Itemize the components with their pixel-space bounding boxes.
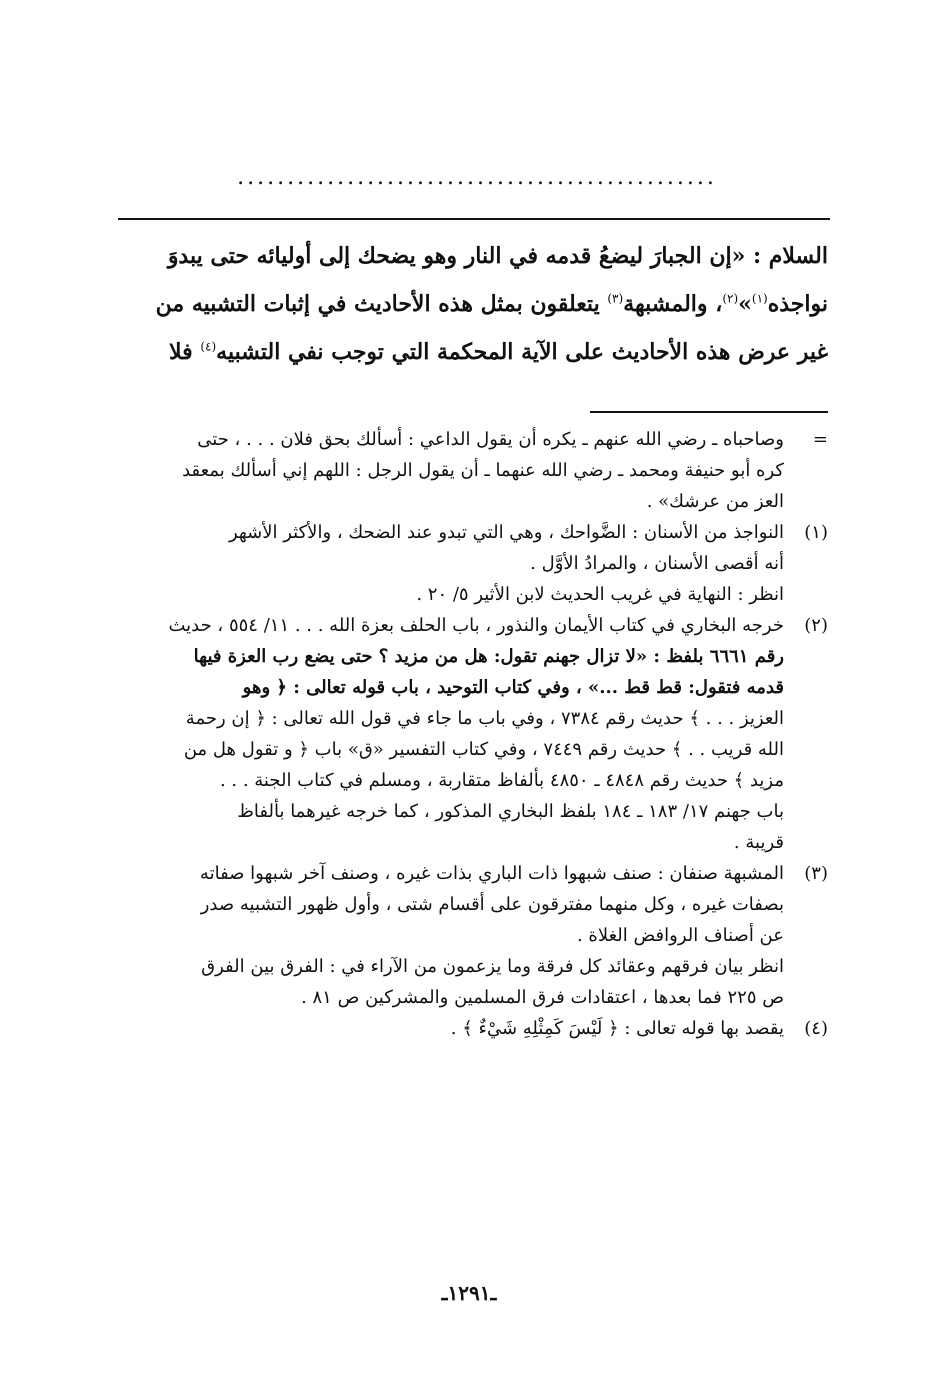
footnote-line: انظر : النهاية في غريب الحديث لابن الأثير ٥/ ٢٠ . xyxy=(416,584,784,605)
footnote-line: أنه أقصى الأسنان ، والمرادُ الأوَّل . xyxy=(530,553,784,574)
footnote-line: قريبة . xyxy=(733,832,784,853)
footnote-3 xyxy=(116,858,828,1013)
footnote-number: (٤) xyxy=(804,1018,828,1039)
footnote-rule xyxy=(590,411,828,413)
footnote-line: كره أبو حنيفة ومحمد ـ رضي الله عنهما ـ أن يقول الرجل : اللهم إني أسألك بمعقد xyxy=(182,460,784,481)
footnote-continuation xyxy=(116,424,828,517)
top-rule xyxy=(118,218,830,220)
footnote-number: (٣) xyxy=(804,863,828,884)
footnote-line: يقصد بها قوله تعالى : ﴿ لَيْسَ كَمِثْلِهِ شَيْءٌ ﴾ . xyxy=(450,1018,784,1039)
main-line-1: السلام : «إن الجبارَ ليضعُ قدمه في النار وهو يضحك إلى أوليائه حتى يبدوَ xyxy=(167,243,828,269)
footnote-number: (١) xyxy=(804,522,828,543)
footnote-ref-2[interactable]: (٢) xyxy=(722,291,739,306)
main-line-3 xyxy=(116,328,828,376)
footnote-2 xyxy=(116,610,828,858)
footnote-line: العز من عرشك» . xyxy=(646,491,784,512)
footnote-line: انظر بيان فرقهم وعقائد كل فرقة وما يزعمون من الآراء في : الفرق بين الفرق xyxy=(201,956,784,977)
separator-dots: ................................................ xyxy=(237,166,717,190)
footnote-ref-3[interactable]: (٣) xyxy=(607,291,624,306)
footnote-line: خرجه البخاري في كتاب الأيمان والنذور ، باب الحلف بعزة الله . . . ١١/ ٥٥٤ ، حديث xyxy=(168,615,784,636)
main-line-3-part-2: فلا xyxy=(169,339,201,365)
page-number: ـ١٢٩١ـ xyxy=(441,1281,497,1305)
footnote-line: مزيد ﴾ حديث رقم ٤٨٤٨ ـ ٤٨٥٠ بألفاظ متقاربة ، ومسلم في كتاب الجنة . . . xyxy=(219,770,784,791)
footnote-line: باب جهنم ١٧/ ١٨٣ ـ ١٨٤ بلفظ البخاري المذكور ، كما خرجه غيرهما بألفاظ xyxy=(237,801,784,822)
main-line-2 xyxy=(116,280,828,328)
main-line-2-part-2: » xyxy=(738,291,752,317)
footnote-number: (٢) xyxy=(804,615,828,636)
footnote-1 xyxy=(116,517,828,610)
footnote-line: قدمه فتقول: قط قط ...» ، وفي كتاب التوحيد ، باب قوله تعالى : ﴿ وهو xyxy=(242,677,784,698)
main-line-2-part-1: نواجذه xyxy=(767,291,828,317)
footnote-line: ص ٢٢٥ فما بعدها ، اعتقادات فرق المسلمين والمشركين ص ٨١ . xyxy=(301,987,784,1008)
footnote-line: العزيز . . . ﴾ حديث رقم ٧٣٨٤ ، وفي باب ما جاء في قول الله تعالى : ﴿ إن رحمة xyxy=(185,708,784,729)
footnote-line: المشبهة صنفان : صنف شبهوا ذات الباري بذات غيره ، وصنف آخر شبهوا صفاته xyxy=(199,863,784,884)
main-line-2-part-3: ، والمشبهة xyxy=(623,291,723,317)
continuation-marker: = xyxy=(812,429,828,450)
footnote-4 xyxy=(116,1013,828,1044)
footnotes xyxy=(116,424,828,1044)
main-line-3-part-1: غير عرض هذه الأحاديث على الآية المحكمة التي توجب نفي التشبيه xyxy=(216,339,828,365)
main-line-2-part-4: يتعلقون بمثل هذه الأحاديث في إثبات التشبيه من xyxy=(155,291,608,317)
footnote-line: الله قريب . . ﴾ حديث رقم ٧٤٤٩ ، وفي كتاب التفسير «ق» باب ﴿ و تقول هل من xyxy=(183,739,784,760)
footnote-ref-1[interactable]: (١) xyxy=(751,291,768,306)
main-text xyxy=(116,232,828,376)
footnote-line: بصفات غيره ، وكل منهما مفترقون على أقسام شتى ، وأول ظهور التشبيه صدر xyxy=(200,894,784,915)
footnote-ref-4[interactable]: (٤) xyxy=(200,339,217,354)
footnote-line: النواجذ من الأسنان : الضَّواحك ، وهي التي تبدو عند الضحك ، والأكثر الأشهر xyxy=(228,522,784,543)
footnote-line: عن أصناف الروافض الغلاة . xyxy=(576,925,784,946)
footnote-line: رقم ٦٦٦١ بلفظ : «لا تزال جهنم تقول: هل من مزيد ؟ حتى يضع رب العزة فيها xyxy=(193,646,784,667)
footnote-line: وصاحباه ـ رضي الله عنهم ـ يكره أن يقول الداعي : أسألك بحق فلان . . . ، حتى xyxy=(197,429,784,450)
